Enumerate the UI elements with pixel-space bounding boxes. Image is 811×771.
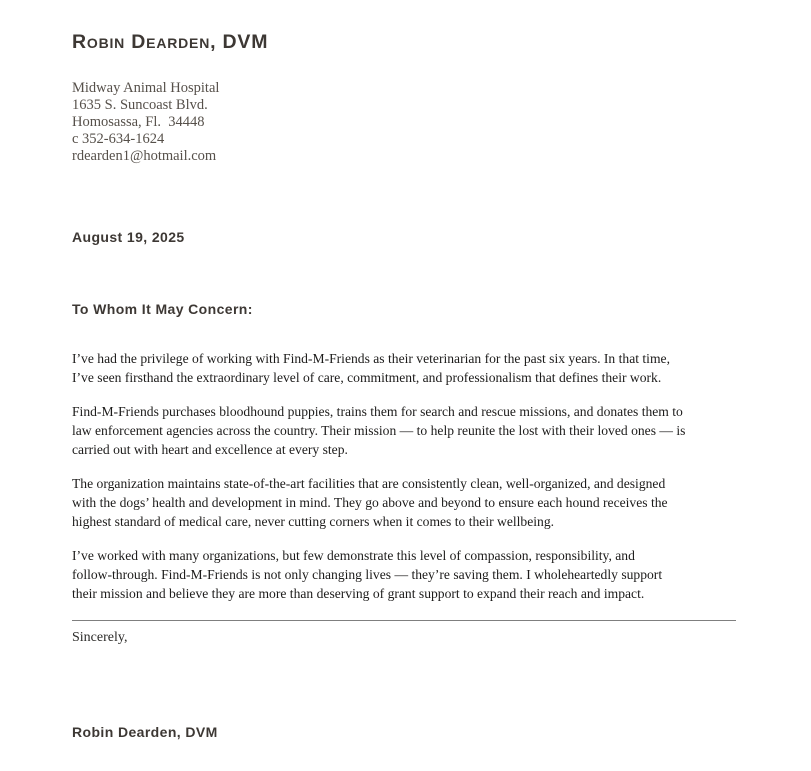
signature-divider-rule — [72, 620, 736, 621]
closing-sincerely: Sincerely, — [72, 630, 128, 645]
city-state-zip: Homosassa, Fl. 34448 — [72, 114, 205, 130]
phone-number: c 352-634-1624 — [72, 131, 165, 147]
paragraph-line: The organization maintains state-of-the-art facilities that are consistently clean, well-organized, and designed — [72, 476, 666, 491]
letter-body — [72, 349, 736, 603]
paragraph-line: their mission and believe they are more than deserving of grant support to expand their reach and impact. — [72, 586, 645, 601]
paragraph — [72, 474, 736, 531]
date-line: August 19, 2025 — [72, 229, 185, 245]
paragraph — [72, 402, 736, 459]
paragraph — [72, 349, 736, 387]
letterhead-address-block — [72, 80, 736, 165]
paragraph-line: I’ve seen firsthand the extraordinary level of care, commitment, and professionalism that defines their work. — [72, 370, 662, 385]
paragraph-line: highest standard of medical care, never cutting corners when it comes to their wellbeing. — [72, 514, 555, 529]
organization-name: Midway Animal Hospital — [72, 80, 220, 96]
email-address: rdearden1@hotmail.com — [72, 148, 217, 164]
letter-document — [72, 0, 736, 740]
paragraph — [72, 546, 736, 603]
paragraph-line: carried out with heart and excellence at every step. — [72, 442, 348, 457]
paragraph-line: with the dogs’ health and development in mind. They go above and beyond to ensure each hound receives the — [72, 495, 668, 510]
paragraph-line: follow-through. Find-M-Friends is not only changing lives — they’re saving them. I wholeheartedly support — [72, 567, 663, 582]
street-address: 1635 S. Suncoast Blvd. — [72, 97, 208, 113]
paragraph-line: I’ve worked with many organizations, but few demonstrate this level of compassion, responsibility, and — [72, 548, 635, 563]
salutation: To Whom It May Concern: — [72, 301, 253, 317]
paragraph-line: law enforcement agencies across the country. Their mission — to help reunite the lost with their loved ones — is — [72, 423, 686, 438]
letterhead-name: Robin Dearden, DVM — [72, 31, 269, 53]
signature-name: Robin Dearden, DVM — [72, 724, 218, 740]
paragraph-line: Find-M-Friends purchases bloodhound puppies, trains them for search and rescue missions, and donates them to — [72, 404, 683, 419]
paragraph-line: I’ve had the privilege of working with Find-M-Friends as their veterinarian for the past six years. In that time, — [72, 351, 670, 366]
